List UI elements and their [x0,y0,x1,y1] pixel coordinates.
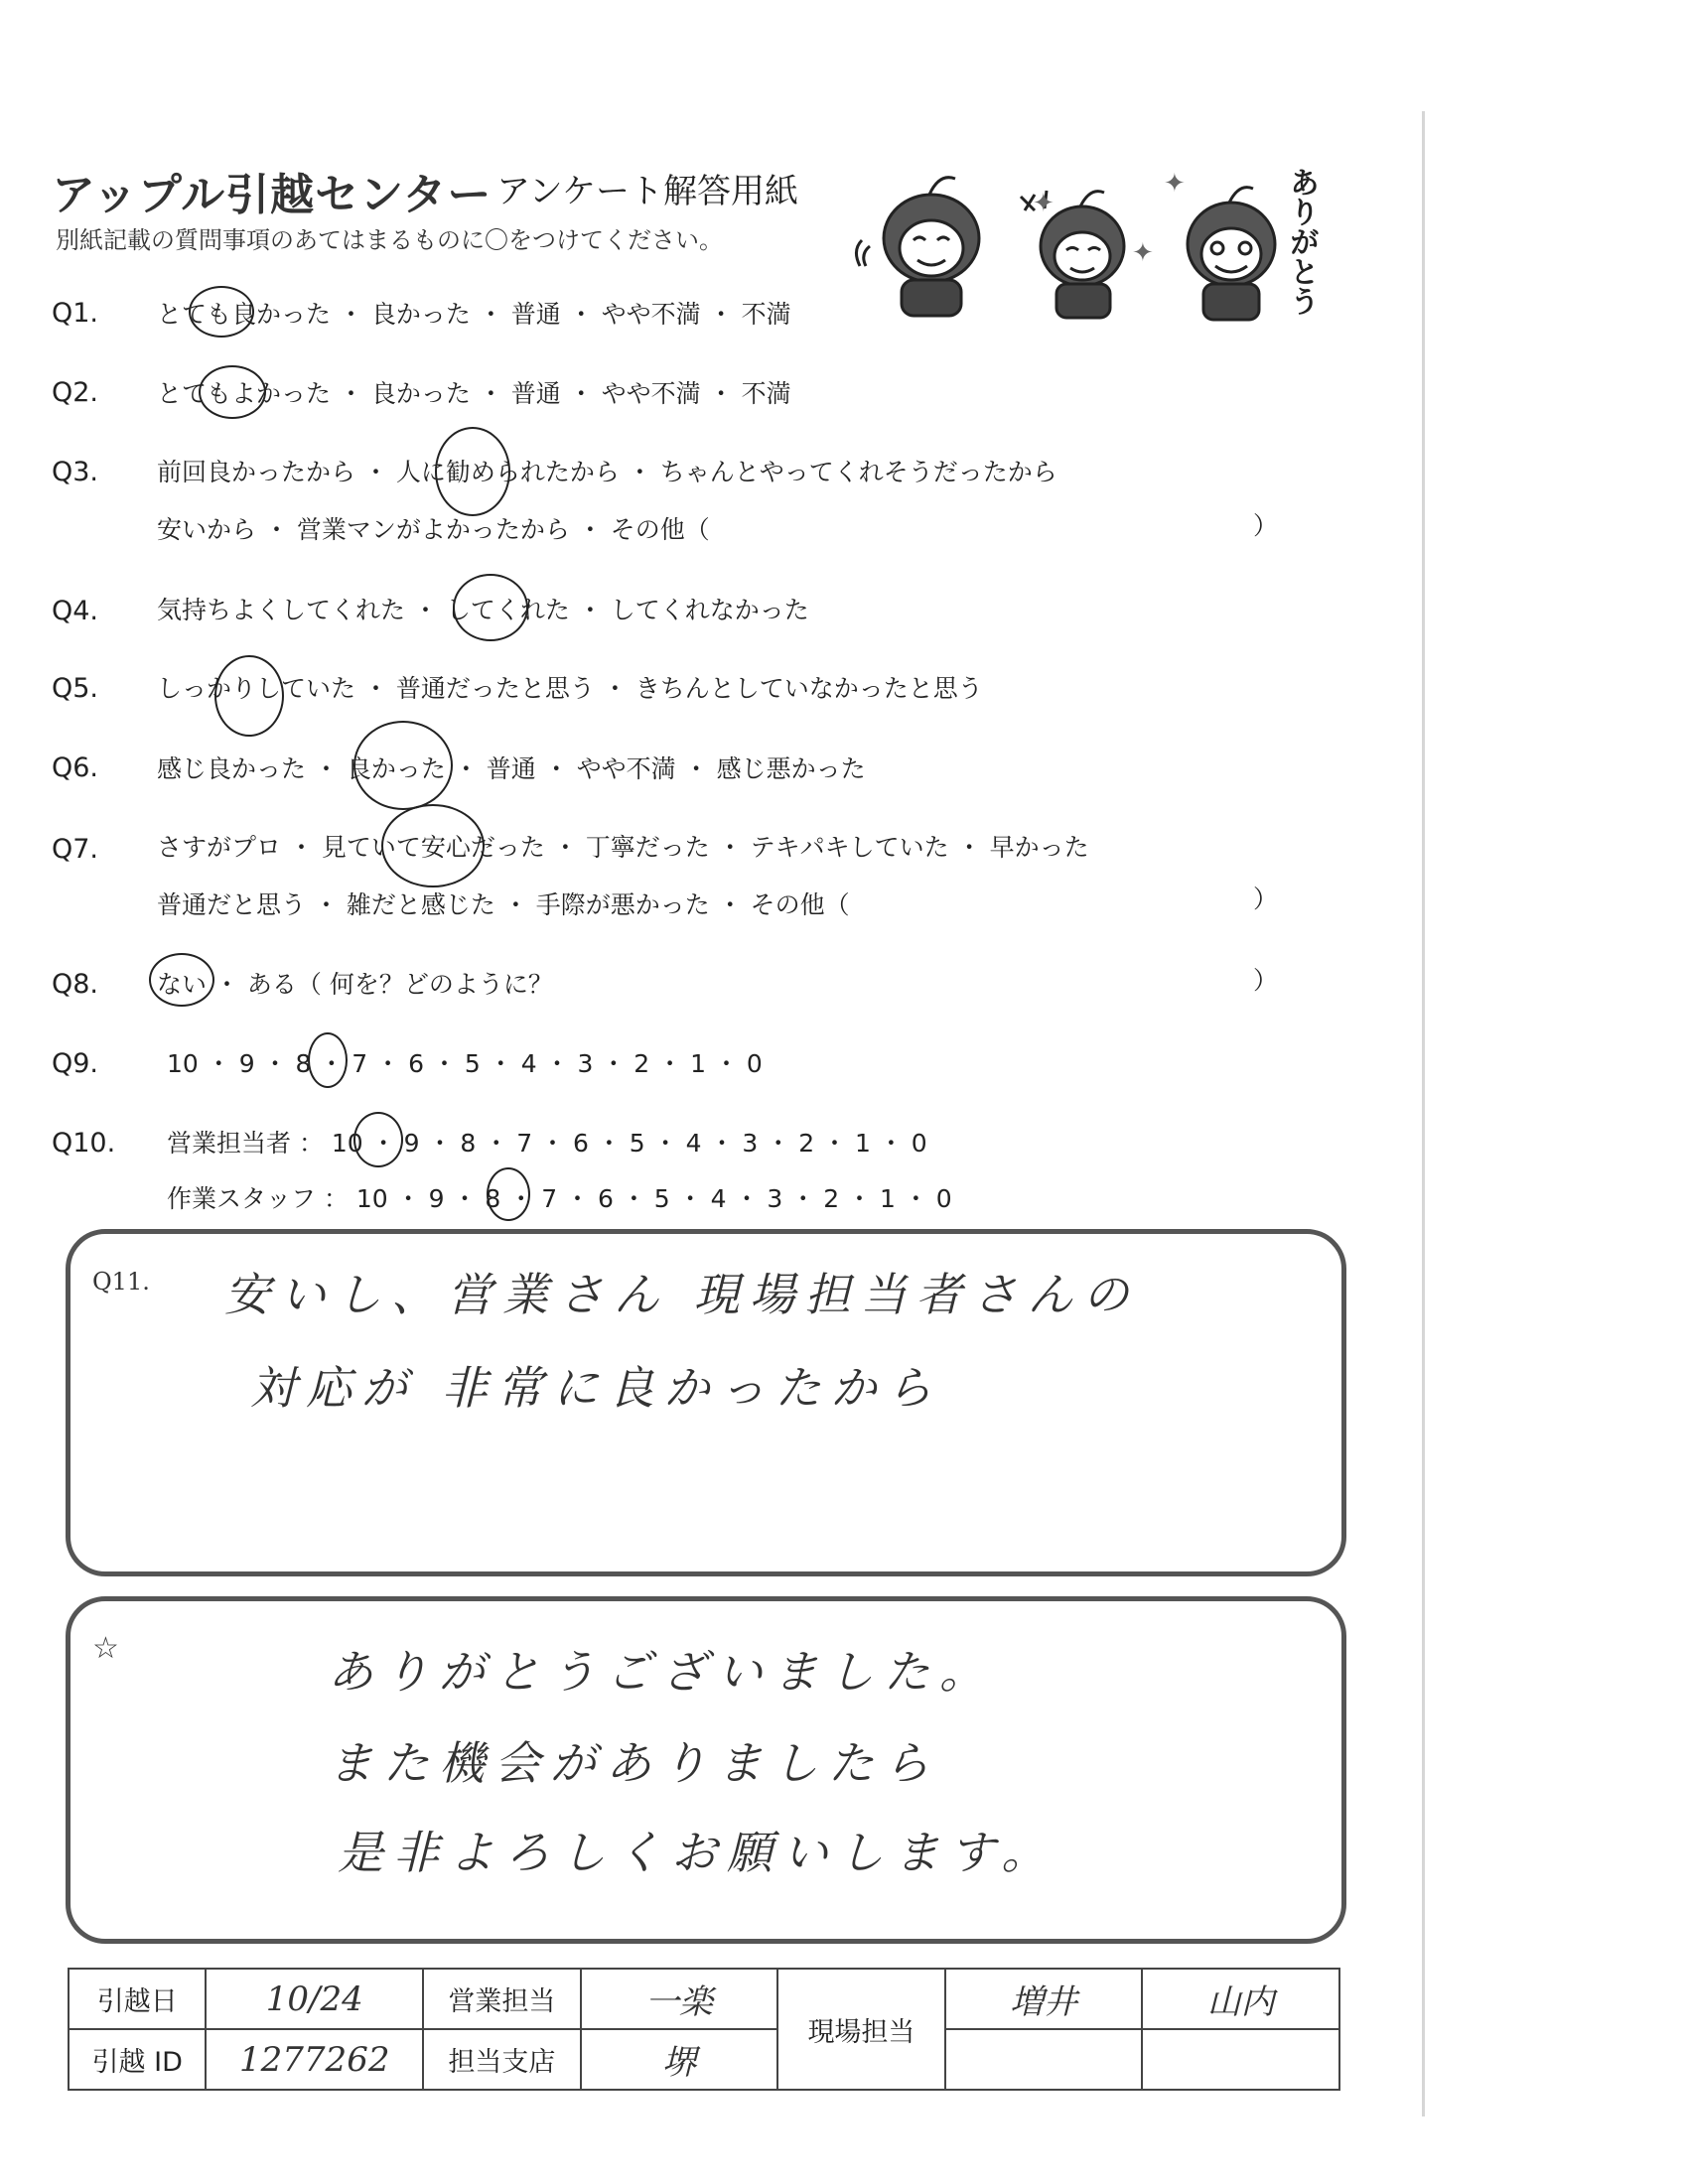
selection-circle [149,953,214,1007]
answer-options: しっかりしていた ・ 普通だったと思う ・ きちんとしていなかったと思う [157,674,983,703]
q11-answer-line: 安いし、営業さん 現場担当者さんの [224,1268,1139,1321]
answer-options: 気持ちよくしてくれた ・ してくれた ・ してくれなかった [157,596,809,624]
sales-label: 営業担当 [423,1969,580,2029]
answer-options: 10 ・ 9 ・ 8 ・ 7 ・ 6 ・ 5 ・ 4 ・ 3 ・ 2 ・ 1 ・ 0 [167,1049,763,1078]
form-subtitle: アンケート解答用紙 [496,172,798,211]
comment-line: また機会がありましたら [328,1736,939,1790]
brand-title: アップル引越センター [52,170,492,220]
mascot-illustration [852,157,1309,326]
question-label: Q4. [52,596,99,626]
sales-value: 一楽 [581,1969,778,2029]
site-label: 現場担当 [777,1969,945,2090]
answer-options: 感じ良かった ・ 良かった ・ 普通 ・ やや不満 ・ 感じ悪かった [157,754,866,783]
answer-options: とても良かった ・ 良かった ・ 普通 ・ やや不満 ・ 不満 [157,300,791,329]
selection-circle [214,655,284,737]
answer-options: 普通だと思う ・ 雑だと感じた ・ 手際が悪かった ・ その他（ [157,890,850,919]
question-label: Q10. [52,1128,116,1159]
selection-circle [199,365,266,419]
paren-close: ） [1253,966,1279,995]
answer-options: 営業担当者 ： 10 ・ 9 ・ 8 ・ 7 ・ 6 ・ 5 ・ 4 ・ 3 ・ 2 ・ 1 ・ 0 [167,1129,927,1158]
star-icon: ☆ [92,1631,119,1666]
moving-id-label: 引越 ID [69,2029,206,2090]
moving-date-value: 10/24 [206,1969,423,2029]
question-label: Q8. [52,969,99,1000]
comment-line: 是非よろしくお願いします。 [338,1826,1057,1879]
selection-circle [453,574,528,641]
selection-circle [189,286,254,338]
selection-circle [353,1112,403,1167]
answer-options: とてもよかった ・ 良かった ・ 普通 ・ やや不満 ・ 不満 [157,379,791,408]
branch-label: 担当支店 [423,2029,580,2090]
question-label: Q7. [52,834,99,865]
instruction-text: 別紙記載の質問事項のあてはまるものに〇をつけてください。 [56,226,723,254]
paren-close: ） [1253,885,1279,913]
answer-options: 作業スタッフ ： 10 ・ 9 ・ 8 ・ 7 ・ 6 ・ 5 ・ 4 ・ 3 ・ 2 ・ 1 ・ 0 [167,1184,952,1213]
footer-info-table [68,1968,1340,2091]
answer-options: 前回良かったから ・ 人に勧められたから ・ ちゃんとやってくれそうだったから [157,458,1057,486]
question-label: Q6. [52,752,99,783]
paren-close: ） [1253,511,1279,540]
sparkle-icon: ✦ [1132,238,1154,268]
comment-line: ありがとうございました。 [328,1645,995,1699]
mascot-icon [856,178,1275,320]
sparkle-icon: ✦ [1033,189,1055,218]
answer-options: 安いから ・ 営業マンがよかったから ・ その他（ [157,515,710,544]
question-label: Q5. [52,673,99,704]
q11-label: Q11. [92,1268,150,1296]
selection-circle [353,721,453,810]
sparkle-icon: ✦ [1164,169,1186,199]
scan-edge [1422,111,1425,2116]
answer-options: ない ・ ある（ 何を？どのように？ [157,970,553,999]
question-label: Q1. [52,298,99,329]
selection-circle [381,804,485,887]
selection-circle [435,427,510,516]
moving-id-value: 1277262 [206,2029,423,2090]
selection-circle [308,1032,348,1088]
site-staff-empty [1142,2029,1339,2090]
moving-date-label: 引越日 [69,1969,206,2029]
site-staff-1: 増井 [945,1969,1143,2029]
question-label: Q9. [52,1048,99,1079]
question-label: Q3. [52,457,99,487]
q11-answer-line: 対応が 非常に良かったから [250,1361,942,1415]
thanks-text: ありがとう [1284,167,1319,316]
site-staff-empty [945,2029,1143,2090]
question-label: Q2. [52,377,99,408]
selection-circle [487,1167,530,1221]
branch-value: 堺 [581,2029,778,2090]
answer-options: さすがプロ ・ 見ていて安心だった ・ 丁寧だった ・ テキパキしていた ・ 早かった [157,833,1089,862]
site-staff-2: 山内 [1142,1969,1339,2029]
